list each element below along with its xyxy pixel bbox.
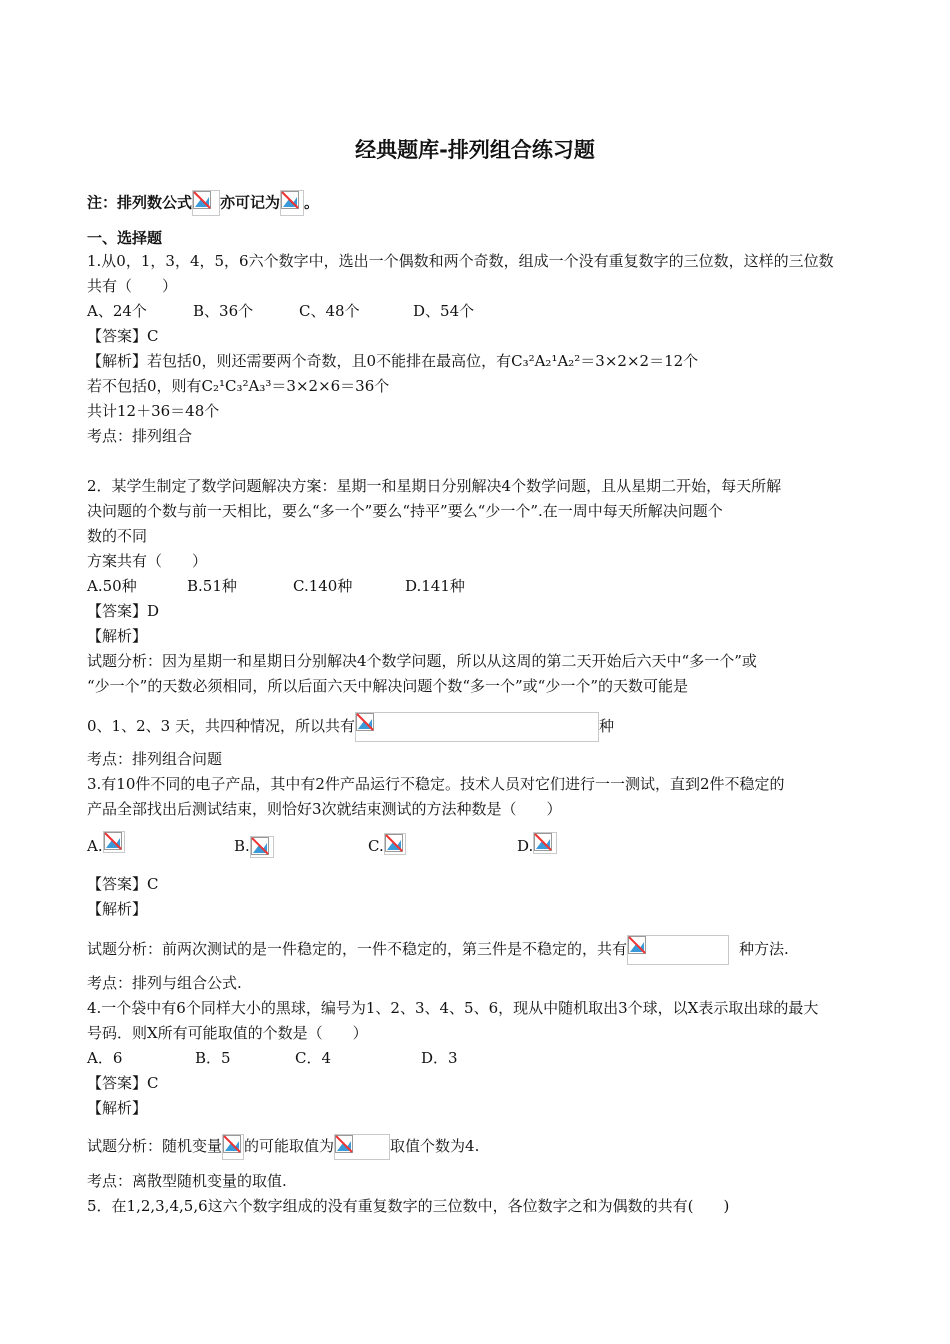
formula-image	[334, 1134, 390, 1160]
option-a: A.	[87, 836, 234, 858]
question-1-explanation-3: 共计12＋36＝48个	[87, 402, 220, 420]
option-d: D.	[517, 836, 557, 858]
question-5-text: 5．在1,2,3,4,5,6这六个数字组成的没有重复数字的三位数中，各位数字之和为偶数的共有( )	[87, 1197, 730, 1215]
question-3-options	[87, 836, 557, 858]
option-c: C.	[368, 836, 517, 858]
broken-image-icon	[384, 833, 406, 855]
question-2-explanation-2: “少一个”的天数必须相同，所以后面六天中解决问题个数“多一个”或“少一个”的天数可能是	[87, 677, 689, 695]
option-b: B、36个	[193, 302, 254, 320]
option-a: A.50种	[87, 577, 137, 595]
question-1-text: 1.从0，1，3，4，5，6六个数字中，选出一个偶数和两个奇数，组成一个没有重复数字的三位数，这样的三位数	[87, 252, 834, 270]
option-b: B.51种	[187, 577, 237, 595]
question-1-point: 考点：排列组合	[87, 427, 193, 445]
question-2-text-3: 数的不同	[87, 527, 148, 545]
question-2-text-4: 方案共有（ ）	[87, 552, 208, 570]
broken-image-icon	[103, 831, 125, 853]
option-d: D.141种	[405, 577, 465, 595]
page-title: 经典题库-排列组合练习题	[355, 138, 595, 162]
broken-image-icon	[222, 1134, 244, 1160]
question-4-text: 4.一个袋中有6个同样大小的黑球，编号为1、2、3、4、5、6，现从中随机取出3个球，以X表示取出球的最大	[87, 999, 819, 1017]
question-2-explanation: 试题分析：因为星期一和星期日分别解决4个数学问题，所以从这周的第二天开始后六天中“多一个”或	[87, 652, 757, 670]
option-d: D、54个	[413, 302, 475, 320]
option-a: A．6	[87, 1049, 123, 1067]
option-b: B.	[234, 836, 368, 858]
broken-image-icon	[280, 190, 304, 216]
question-1-explanation: 【解析】若包括0，则还需要两个奇数，且0不能排在最高位，有C₃²A₂¹A₂²＝3×2×2＝12个	[87, 352, 699, 370]
broken-image-icon	[250, 836, 274, 858]
question-4-options	[87, 1048, 458, 1068]
question-2-explanation-3: 0、1、2、3 天，共四种情况，所以共有 种	[87, 712, 614, 742]
broken-image-icon	[533, 832, 557, 854]
question-2-answer: 【答案】D	[87, 602, 160, 620]
formula-image	[355, 712, 599, 742]
question-3-text-2: 产品全部找出后测试结束，则恰好3次就结束测试的方法种数是（ ）	[87, 800, 562, 818]
question-2-text: 2．某学生制定了数学问题解决方案：星期一和星期日分别解决4个数学问题，且从星期二开始，每天所解	[87, 477, 782, 495]
question-3-explanation: 试题分析：前两次测试的是一件稳定的，一件不稳定的，第三件是不稳定的，共有 种方法.	[87, 935, 789, 965]
question-4-explanation-label: 【解析】	[87, 1099, 148, 1117]
formula-note: 注：排列数公式 亦可记为 。	[87, 190, 319, 216]
question-4-explanation: 试题分析：随机变量 的可能取值为 取值个数为4.	[87, 1134, 479, 1160]
option-c: C.140种	[293, 577, 353, 595]
question-3-text: 3.有10件不同的电子产品，其中有2件产品运行不稳定。技术人员对它们进行一一测试，直到2件不稳定的	[87, 775, 785, 793]
question-1-text-cont: 共有（ ）	[87, 277, 178, 295]
option-b: B．5	[195, 1049, 231, 1067]
question-1-explanation-2: 若不包括0，则有C₂¹C₃²A₃³＝3×2×6＝36个	[87, 377, 390, 395]
option-d: D．3	[421, 1049, 458, 1067]
question-3-point: 考点：排列与组合公式.	[87, 974, 242, 992]
question-2-point: 考点：排列组合问题	[87, 750, 223, 768]
question-3-answer: 【答案】C	[87, 875, 159, 893]
broken-image-icon	[192, 190, 220, 216]
formula-image	[627, 935, 729, 965]
question-2-text-2: 决问题的个数与前一天相比，要么“多一个”要么“持平”要么“少一个”.在一周中每天所解决问题个	[87, 502, 723, 520]
question-4-point: 考点：离散型随机变量的取值.	[87, 1172, 287, 1190]
question-1-options	[87, 301, 474, 321]
question-2-explanation-label: 【解析】	[87, 627, 148, 645]
option-c: C、48个	[299, 302, 360, 320]
section-heading: 一、选择题	[87, 229, 163, 247]
question-3-explanation-label: 【解析】	[87, 900, 148, 918]
question-4-answer: 【答案】C	[87, 1074, 159, 1092]
option-c: C．4	[295, 1049, 332, 1067]
question-4-text-2: 号码．则X所有可能取值的个数是（ ）	[87, 1024, 368, 1042]
question-2-options	[87, 576, 465, 596]
option-a: A、24个	[87, 302, 147, 320]
question-1-answer: 【答案】C	[87, 327, 159, 345]
